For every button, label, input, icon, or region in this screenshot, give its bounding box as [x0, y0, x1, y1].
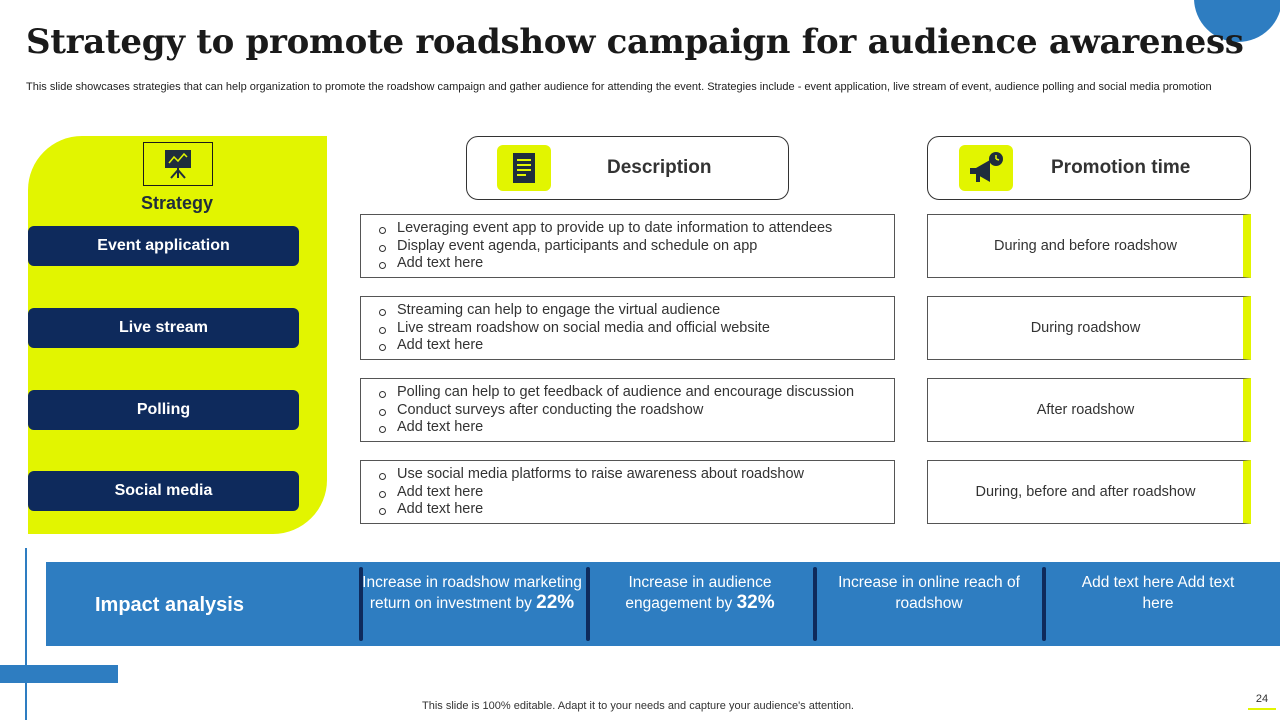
presentation-board-icon: [143, 142, 213, 186]
megaphone-clock-icon: [959, 145, 1013, 191]
description-bullet: Add text here: [377, 419, 884, 437]
description-bullet: Live stream roadshow on social media and official website: [377, 320, 884, 338]
description-header: [466, 136, 789, 200]
description-row: [360, 296, 895, 360]
decorative-vertical-line: [25, 548, 27, 720]
strategy-item-polling: Polling: [28, 390, 299, 430]
promotion-time-cell: During, before and after roadshow: [927, 460, 1251, 524]
impact-cell-text: Increase in online reach of roadshow: [838, 574, 1020, 612]
impact-cell-percent: 22%: [536, 592, 575, 613]
description-bullet: Add text here: [377, 255, 884, 273]
description-bullet: Display event agenda, participants and schedule on app: [377, 238, 884, 256]
footer-note: This slide is 100% editable. Adapt it to your needs and capture your audience's attention.: [422, 700, 854, 712]
description-bullet: Add text here: [377, 484, 884, 502]
document-icon: [497, 145, 551, 191]
impact-cell-text: Increase in audience engagement by: [625, 574, 772, 612]
strategy-heading: Strategy: [140, 193, 214, 213]
promotion-time-cell: During roadshow: [927, 296, 1251, 360]
impact-cell: [362, 573, 582, 614]
description-row: [360, 214, 895, 278]
description-bullet: Leveraging event app to provide up to date information to attendees: [377, 220, 884, 238]
impact-cell: [590, 573, 810, 614]
promotion-time-cell: After roadshow: [927, 378, 1251, 442]
promotion-time-cell: During and before roadshow: [927, 214, 1251, 278]
impact-analysis-title: Impact analysis: [95, 594, 244, 616]
decorative-horizontal-bar: [0, 665, 118, 683]
strategy-item-event-application: Event application: [28, 226, 299, 266]
impact-cell: [819, 573, 1039, 614]
description-row: [360, 460, 895, 524]
description-header-label: Description: [607, 157, 712, 178]
strategy-item-social-media: Social media: [28, 471, 299, 511]
impact-divider: [813, 567, 817, 641]
description-bullet: Add text here: [377, 337, 884, 355]
impact-cell-text: Increase in roadshow marketing return on investment by: [362, 574, 582, 612]
description-bullet: Polling can help to get feedback of audience and encourage discussion: [377, 384, 884, 402]
description-bullet: Add text here: [377, 501, 884, 519]
page-title: Strategy to promote roadshow campaign for audience awareness: [26, 22, 1244, 62]
impact-cell-percent: 32%: [736, 592, 775, 613]
description-bullet: Streaming can help to engage the virtual audience: [377, 302, 884, 320]
impact-cell: [1078, 573, 1238, 614]
promotion-header: [927, 136, 1251, 200]
page-subtitle: This slide showcases strategies that can help organization to promote the roadshow campaign and gather audience for attending the event. Strategies include - event application, live stream of event, audience polling and social media promotion: [26, 81, 1212, 93]
description-bullet: Use social media platforms to raise awareness about roadshow: [377, 466, 884, 484]
page-number: 24: [1248, 693, 1276, 710]
description-bullet: Conduct surveys after conducting the roadshow: [377, 402, 884, 420]
impact-divider: [1042, 567, 1046, 641]
impact-cell-text: Add text here Add text here: [1081, 574, 1235, 612]
description-row: [360, 378, 895, 442]
promotion-header-label: Promotion time: [1051, 157, 1191, 178]
strategy-item-live-stream: Live stream: [28, 308, 299, 348]
